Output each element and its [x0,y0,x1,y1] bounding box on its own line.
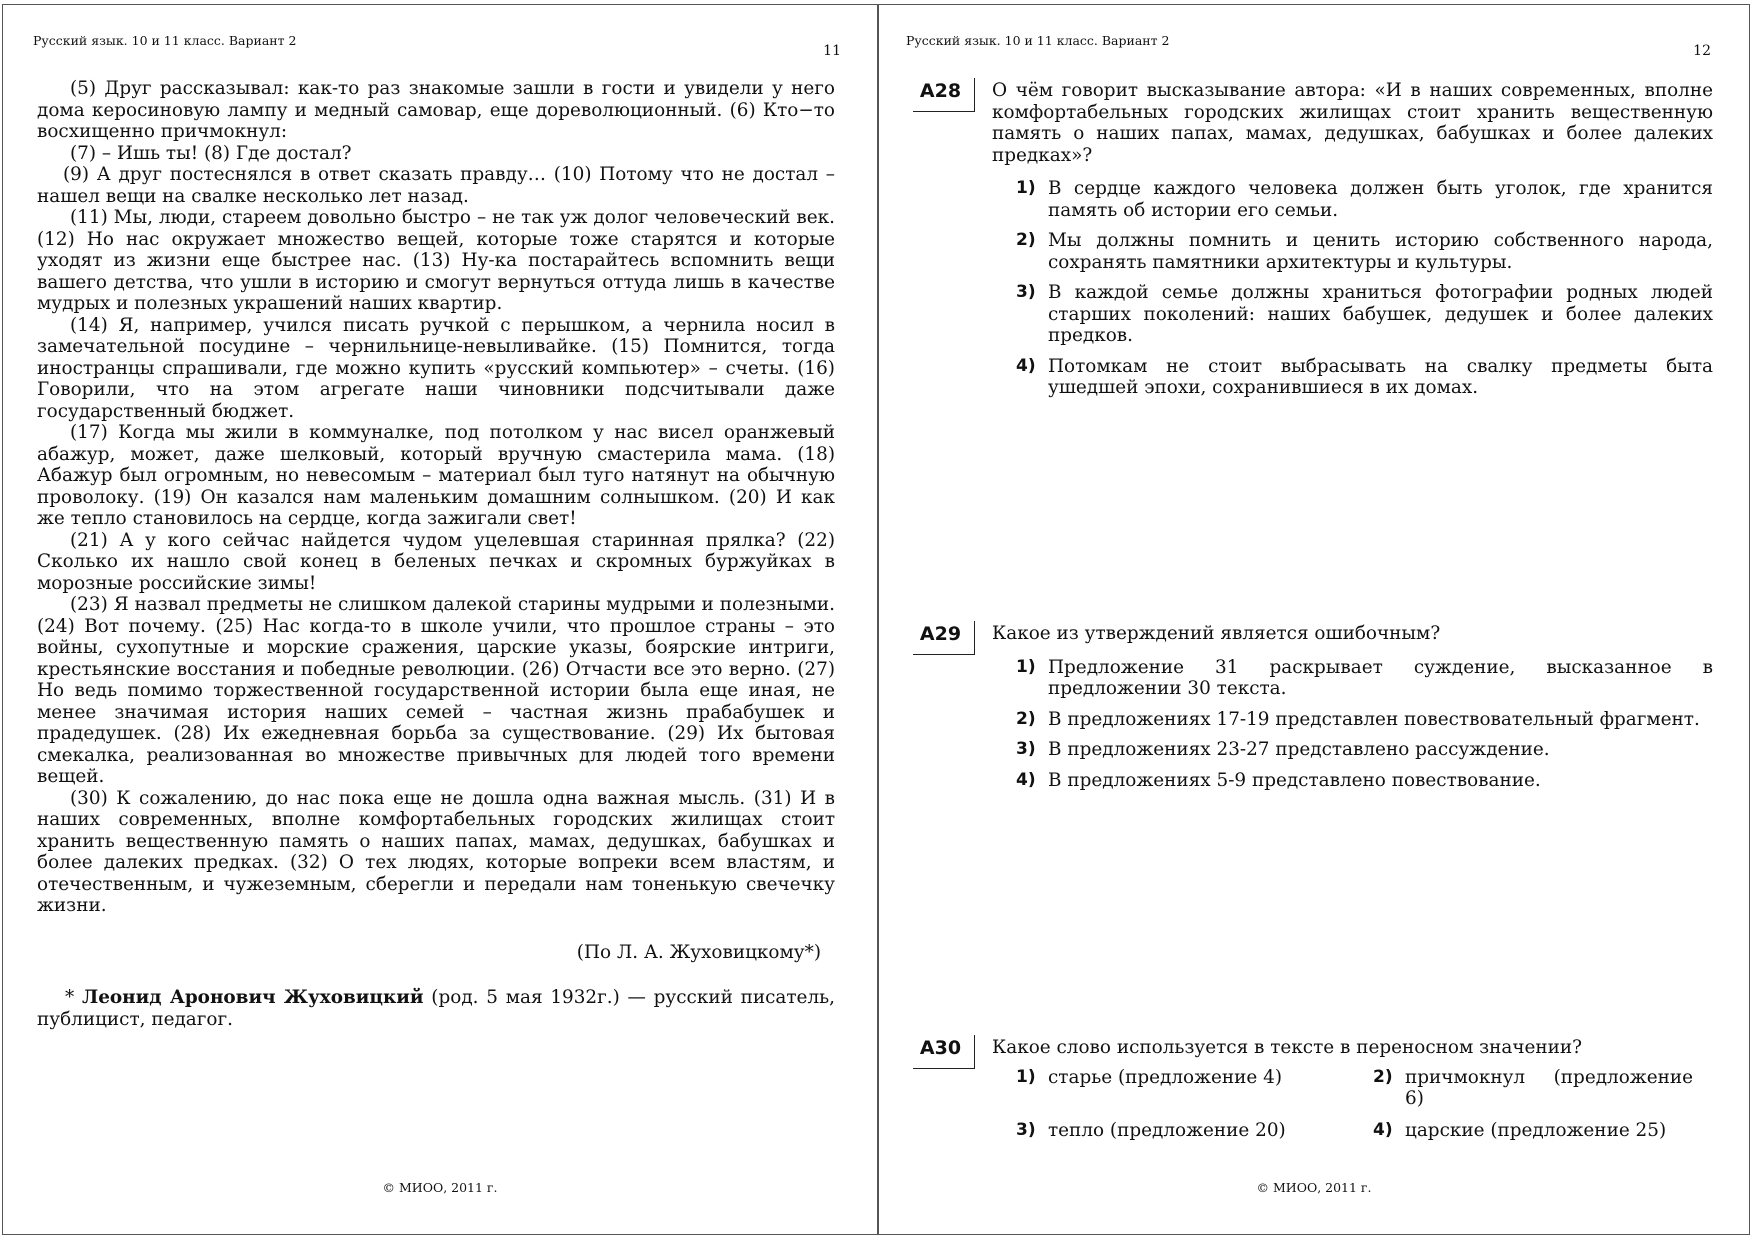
paragraph: (14) Я, например, учился писать ручкой с перышком, а чернила носил в замечательной посудине – чернильнице-невыливайке. (15) Помнится, тогда иностранцы спрашивали, где можно купить «русский компьютер» – счеты. (16) Говорили, что на этом агрегате наши чиновники подсчитывали даже государственный бюджет. [37,314,835,422]
answer-option[interactable] [1016,356,1713,399]
question-label: А29 [913,621,975,655]
option-text: В предложениях 5-9 представлено повествование. [1048,769,1541,791]
option-text: тепло (предложение 20) [1048,1119,1286,1141]
answer-option[interactable] [1373,1120,1693,1142]
option-number: 3) [1016,282,1036,302]
page-footer: © МИОО, 2011 г. [382,1180,498,1195]
paragraph: (7) – Ишь ты! (8) Где достал? [70,142,352,164]
option-text: В сердце каждого человека должен быть уголок, где хранится память об истории его семьи. [1048,178,1713,221]
page-number: 12 [1693,43,1711,59]
option-number: 4) [1016,355,1036,376]
answer-options [1016,657,1713,792]
footnote [37,987,835,1030]
question-label: А28 [913,78,975,112]
option-text: В предложениях 23-27 представлено рассуждение. [1048,739,1550,760]
answer-option[interactable] [1016,657,1713,700]
answer-option[interactable] [1016,770,1713,792]
option-number: 1) [1016,1066,1036,1087]
option-text: причмокнул (предложение 6) [1405,1066,1693,1109]
paragraph: (23) Я назвал предметы не слишком далекой старины мудрыми и полезными. (24) Вот почему. (25) Нас когда-то в школе учили, что прошлое страны – это войны, сухопутные и морские сражения, царские указы, боярские интриги, крестьянские восстания и победные революции. (26) Отчасти все это верно. (27) Но ведь помимо торжественной государственной истории была еще иная, не менее значимая история наших семей – частная жизнь прабабушек и прадедушек. (28) Их ежедневная борьба за существование. (29) Их бытовая смекалка, реализованная во множестве привычных для людей того времени вещей. [37,594,835,787]
question-label: А30 [913,1035,975,1069]
option-number: 2) [1373,1066,1393,1087]
page-number: 11 [823,43,841,59]
question-a28 [913,78,1713,408]
answer-option[interactable] [1016,709,1713,731]
option-text: Предложение 31 раскрывает суждение, высказанное в предложении 30 текста. [1048,656,1713,699]
option-text: В предложениях 17-19 представлен повествовательный фрагмент. [1048,708,1700,730]
paragraph: (9) А друг постеснялся в ответ сказать правду… (10) Потому что не достал – нашел вещи на свалке несколько лет назад. [37,164,835,207]
paragraph: (30) К сожалению, до нас пока еще не дошла одна важная мысль. (31) И в наших современных, вполне комфортабельных городских жилищах стоит хранить вещественную память о наших папах, мамах, дедушках, бабушках и более далеких предках. (32) О тех людях, которые вопреки всем властям, и отечественным, и чужеземным, сберегли и передали нам тоненькую свечечку жизни. [37,787,835,916]
option-number: 4) [1016,769,1036,790]
answer-option[interactable] [1016,282,1713,347]
option-text: Потомкам не стоит выбрасывать на свалку предметы быта ушедшей эпохи, сохранившиеся в их домах. [1048,355,1713,398]
page-header: Русский язык. 10 и 11 класс. Вариант 2 [33,33,297,48]
reading-text [37,78,835,917]
question-a30 [913,1035,1713,1141]
paragraph: (21) А у кого сейчас найдется чудом уцелевшая старинная прялка? (22) Сколько их нашло свой конец в беленых печках и скромных буржуйках в морозные российские зимы! [37,529,835,594]
answer-options [1016,178,1713,399]
question-text: Какое из утверждений является ошибочным? [992,623,1441,644]
option-number: 1) [1016,178,1036,198]
left-page [2,4,878,1235]
footnote-author-name: Леонид Аронович Жуховицкий [81,987,424,1008]
paragraph: (11) Мы, люди, стареем довольно быстро – не так уж долог человеческий век. (12) Но нас окружает множество вещей, которые тоже старятся и которые уходят из жизни еще быстрее нас. (13) Ну-ка постарайтесь вспомнить вещи вашего детства, что ушли в историю и смогут вернуться оттуда лишь в качестве мудрых и полезных украшений наших квартир. [37,207,835,314]
option-text: царские (предложение 25) [1405,1119,1667,1141]
option-text: Мы должны помнить и ценить историю собственного народа, сохранять памятники архитектуры и культуры. [1048,230,1713,273]
answer-option[interactable] [1016,230,1713,273]
attribution: (По Л. А. Жуховицкому*) [576,942,821,963]
footnote-text: (род. 5 мая 1932г.) — русский писатель, публицист, педагог. [37,987,835,1030]
answer-option[interactable] [1016,739,1713,761]
page-header: Русский язык. 10 и 11 класс. Вариант 2 [906,33,1170,48]
answer-option[interactable] [1016,1067,1373,1110]
option-number: 3) [1016,1119,1036,1140]
option-text: старье (предложение 4) [1048,1066,1283,1088]
option-text: В каждой семье должны храниться фотографии родных людей старших поколений: наших бабушек, дедушек и более далеких предков. [1048,282,1713,346]
option-number: 2) [1016,230,1036,250]
option-number: 3) [1016,739,1036,759]
right-page [878,4,1750,1235]
option-number: 1) [1016,656,1036,677]
paragraph: (17) Когда мы жили в коммуналке, под потолком у нас висел оранжевый абажур, может, даже шелковый, который вручную смастерила мама. (18) Абажур был огромным, но невесомым – материал был туго натянут на обычную проволоку. (19) Он казался нам маленьким домашним солнышком. (20) И как же тепло становилось на сердце, когда зажигали свет! [37,422,835,529]
answer-option[interactable] [1373,1067,1693,1110]
paragraph: (5) Друг рассказывал: как-то раз знакомые зашли в гости и увидели у него дома керосиновую лампу и медный самовар, еще дореволюционный. (6) Кто−то восхищенно причмокнул: [37,78,835,142]
question-a29 [913,621,1713,800]
option-number: 4) [1373,1119,1393,1140]
footnote-star: * [65,987,82,1008]
option-number: 2) [1016,708,1036,729]
question-text: О чём говорит высказывание автора: «И в наших современных, вполне комфортабельных городских жилищах стоит хранить вещественную память о наших папах, мамах, дедушках, бабушках и более далеких предках»? [992,80,1713,166]
answer-option[interactable] [1016,178,1713,221]
question-text: Какое слово используется в тексте в переносном значении? [992,1037,1583,1058]
answer-option[interactable] [1016,1120,1373,1142]
answer-options [1016,1067,1713,1142]
page-footer: © МИОО, 2011 г. [1256,1180,1372,1195]
